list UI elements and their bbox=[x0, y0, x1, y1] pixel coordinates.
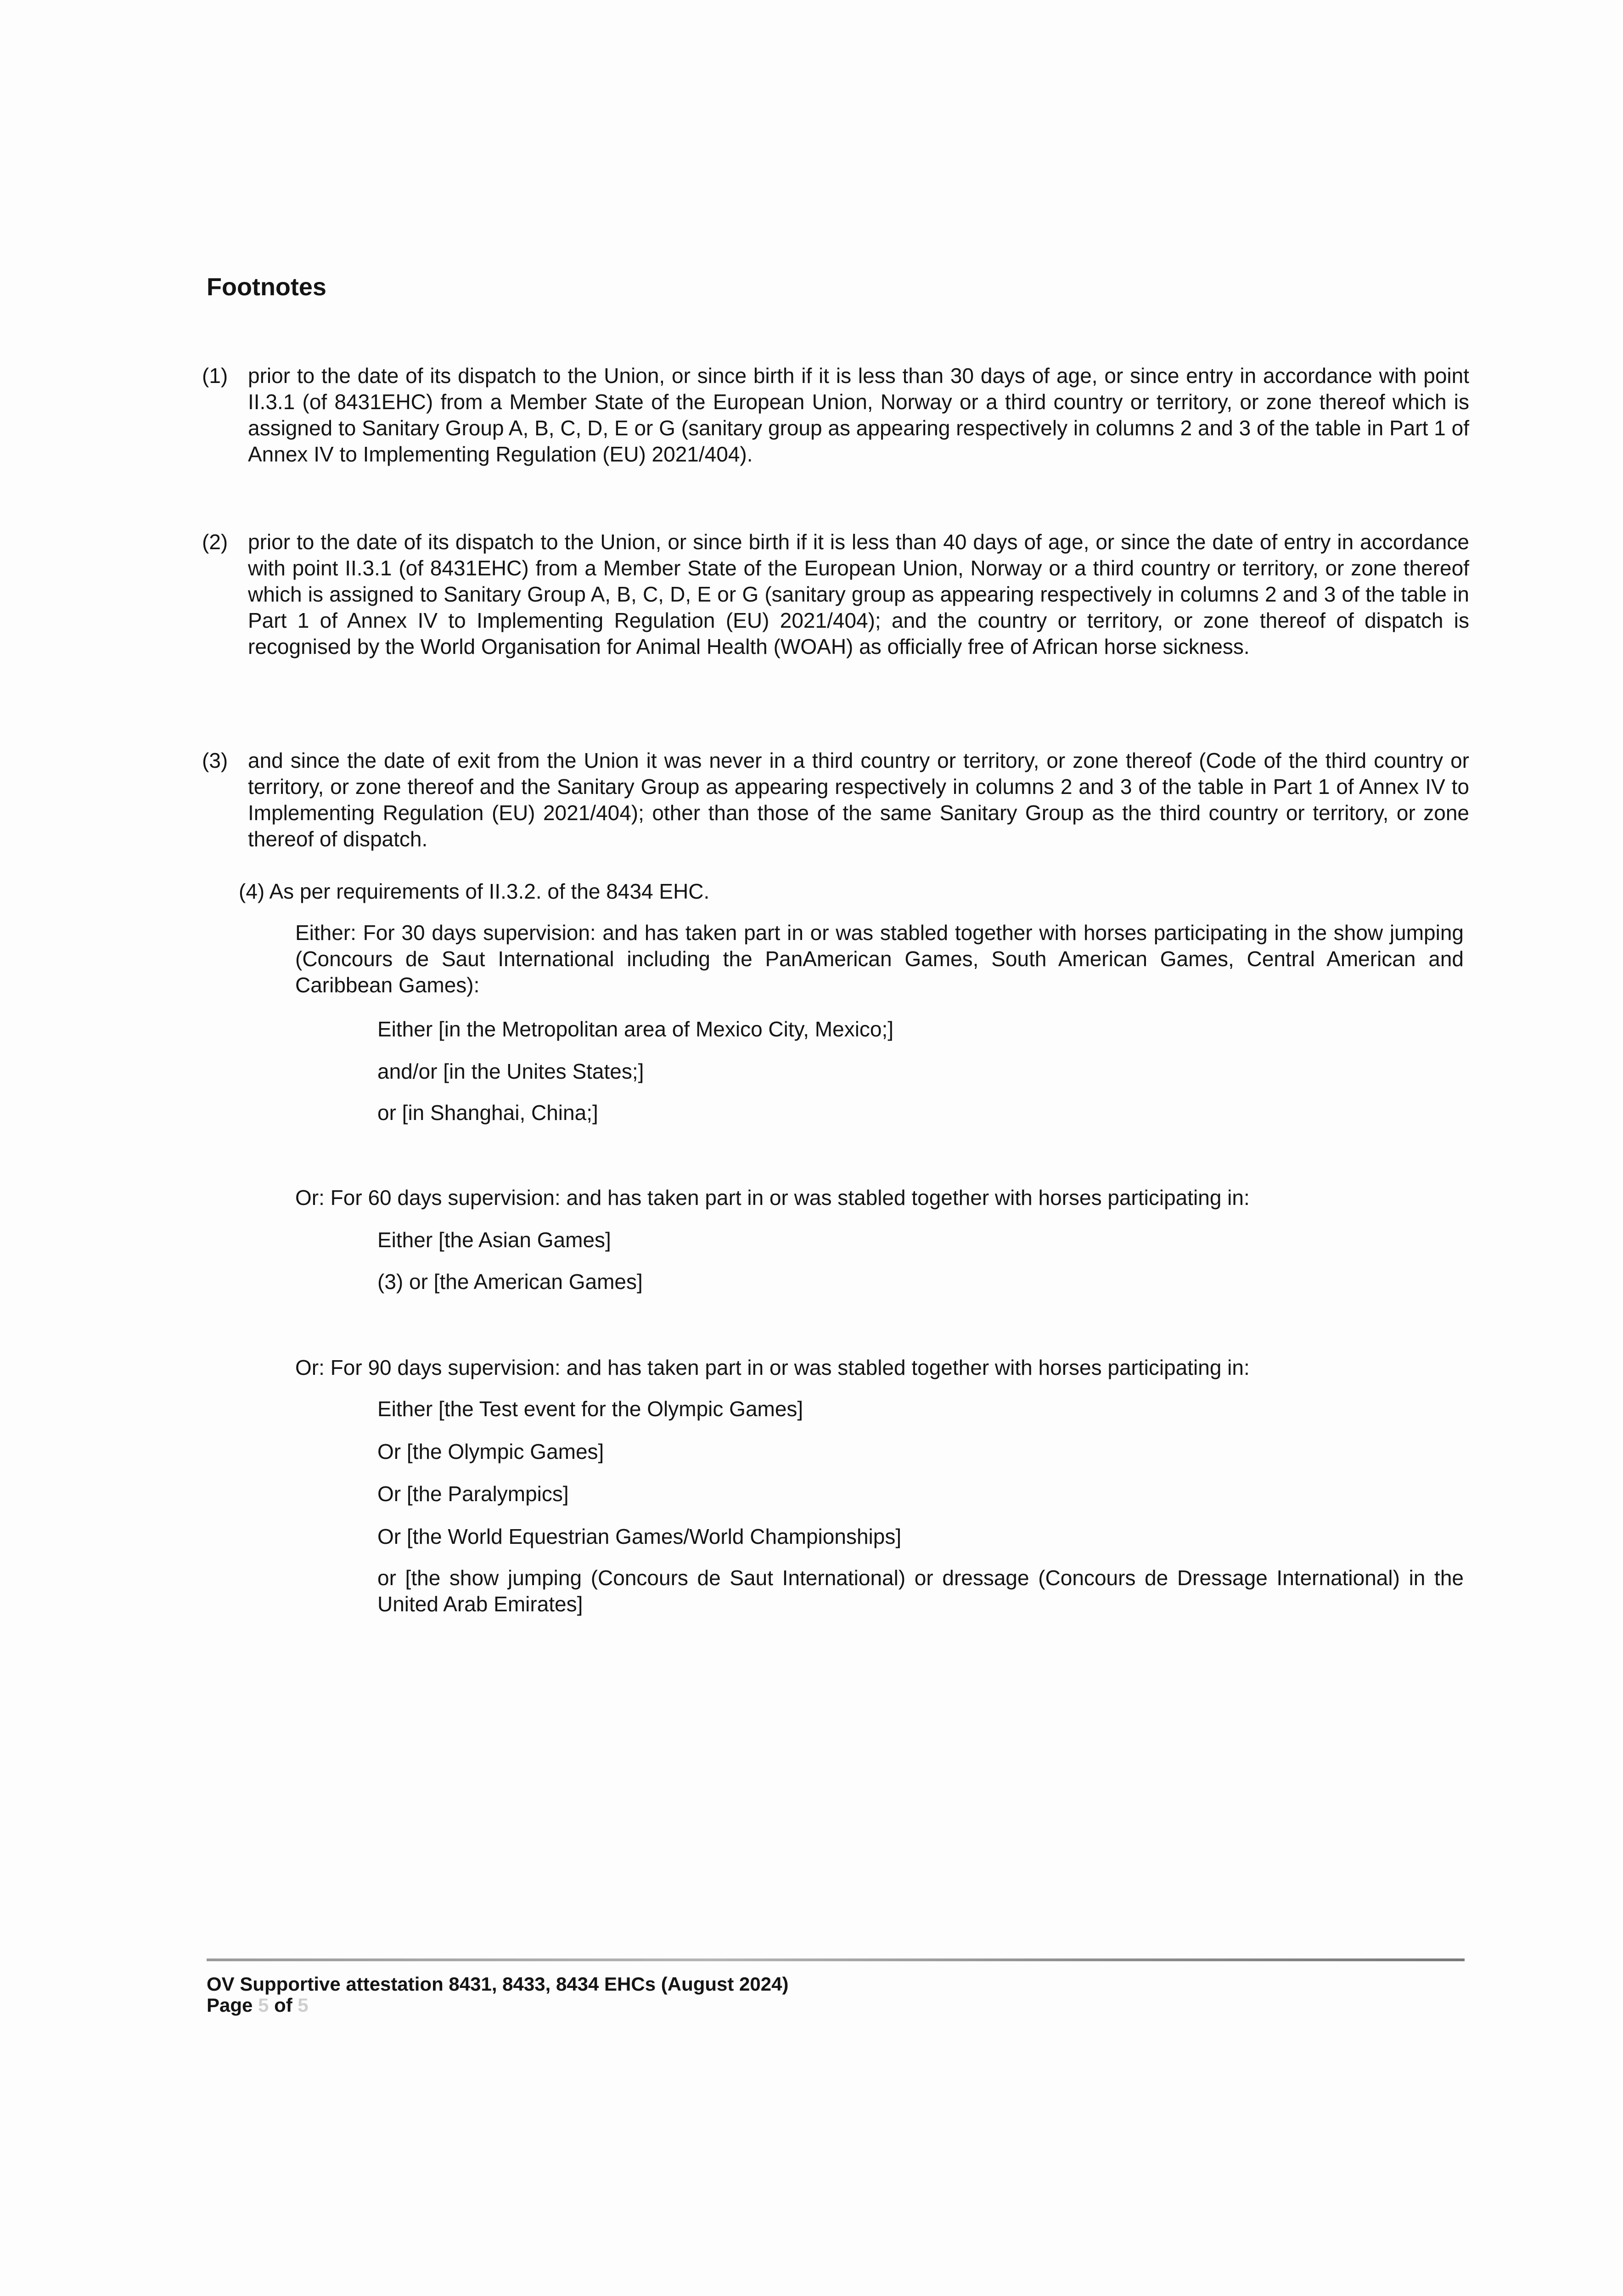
footer-document-title: OV Supportive attestation 8431, 8433, 8434 EHCs (August 2024) bbox=[207, 1973, 789, 1995]
page-current: 5 bbox=[258, 1994, 269, 2016]
option-30-item: and/or [in the Unites States;] bbox=[377, 1059, 644, 1083]
option-90-item: Either [the Test event for the Olympic Games] bbox=[377, 1397, 803, 1421]
option-90-item: Or [the Paralympics] bbox=[377, 1482, 569, 1506]
footnote-3 bbox=[202, 748, 1469, 852]
footnote-number: (3) bbox=[202, 748, 228, 772]
option-90-item: or [the show jumping (Concours de Saut International) or dressage (Concours de Dressage International) in the United Arab Emirates] bbox=[377, 1566, 1464, 1616]
footnote-text: prior to the date of its dispatch to the Union, or since birth if it is less than 30 days of age, or since entry in accordance with point II.3.1 (of 8431EHC) from a Member State of the European Union, Norway or a third country or territory, or zone thereof which is assigned to Sanitary Group A, B, C, D, E or G (sanitary group as appearing respectively in columns 2 and 3 of the table in Part 1 of Annex IV to Implementing Regulation (EU) 2021/404). bbox=[248, 364, 1469, 466]
option-60-item: (3) or [the American Games] bbox=[377, 1270, 643, 1294]
footer-page-number bbox=[207, 1994, 309, 2016]
of-label: of bbox=[274, 1994, 292, 2016]
option-90-item: Or [the Olympic Games] bbox=[377, 1440, 604, 1463]
footer-divider bbox=[207, 1958, 1465, 1961]
footnote-1 bbox=[202, 363, 1469, 467]
option-90-days-intro: Or: For 90 days supervision: and has taken part in or was stabled together with horses participating in: bbox=[295, 1356, 1250, 1379]
footnotes-heading: Footnotes bbox=[207, 273, 326, 301]
option-60-item: Either [the Asian Games] bbox=[377, 1228, 611, 1252]
footnote-2 bbox=[202, 529, 1469, 660]
option-30-item: Either [in the Metropolitan area of Mexico City, Mexico;] bbox=[377, 1017, 894, 1041]
footnote-number: (2) bbox=[202, 530, 228, 554]
footnote-number: (1) bbox=[202, 364, 228, 388]
option-60-days-intro: Or: For 60 days supervision: and has taken part in or was stabled together with horses participating in: bbox=[295, 1186, 1250, 1210]
footnote-text: prior to the date of its dispatch to the Union, or since birth if it is less than 40 days of age, or since the date of entry in accordance with point II.3.1 (of 8431EHC) from a Member State of the European Union, Norway or a third country or territory, or zone thereof which is assigned to Sanitary Group A, B, C, D, E or G (sanitary group as appearing respectively in columns 2 and 3 of the table in Part 1 of Annex IV to Implementing Regulation (EU) 2021/404); and the country or territory, or zone thereof of dispatch is recognised by the World Organisation for Animal Health (WOAH) as officially free of African horse sickness. bbox=[248, 530, 1469, 658]
footnote-text: and since the date of exit from the Union it was never in a third country or territory, or zone thereof (Code of the third country or territory, or zone thereof and the Sanitary Group as appearing respectively in columns 2 and 3 of the table in Part 1 of Annex IV to Implementing Regulation (EU) 2021/404); other than those of the same Sanitary Group as the third country or territory, or zone thereof of dispatch. bbox=[248, 748, 1469, 851]
option-30-item: or [in Shanghai, China;] bbox=[377, 1101, 598, 1125]
option-30-days-intro: Either: For 30 days supervision: and has taken part in or was stabled together with horses participating in the show jumping (Concours de Saut International including the PanAmerican Games, South American Games, Central American and Caribbean Games): bbox=[295, 921, 1464, 997]
footnote-4-title: (4) As per requirements of II.3.2. of the 8434 EHC. bbox=[239, 879, 710, 903]
page-label: Page bbox=[207, 1994, 253, 2016]
page-total: 5 bbox=[298, 1994, 309, 2016]
option-90-item: Or [the World Equestrian Games/World Championships] bbox=[377, 1525, 902, 1548]
